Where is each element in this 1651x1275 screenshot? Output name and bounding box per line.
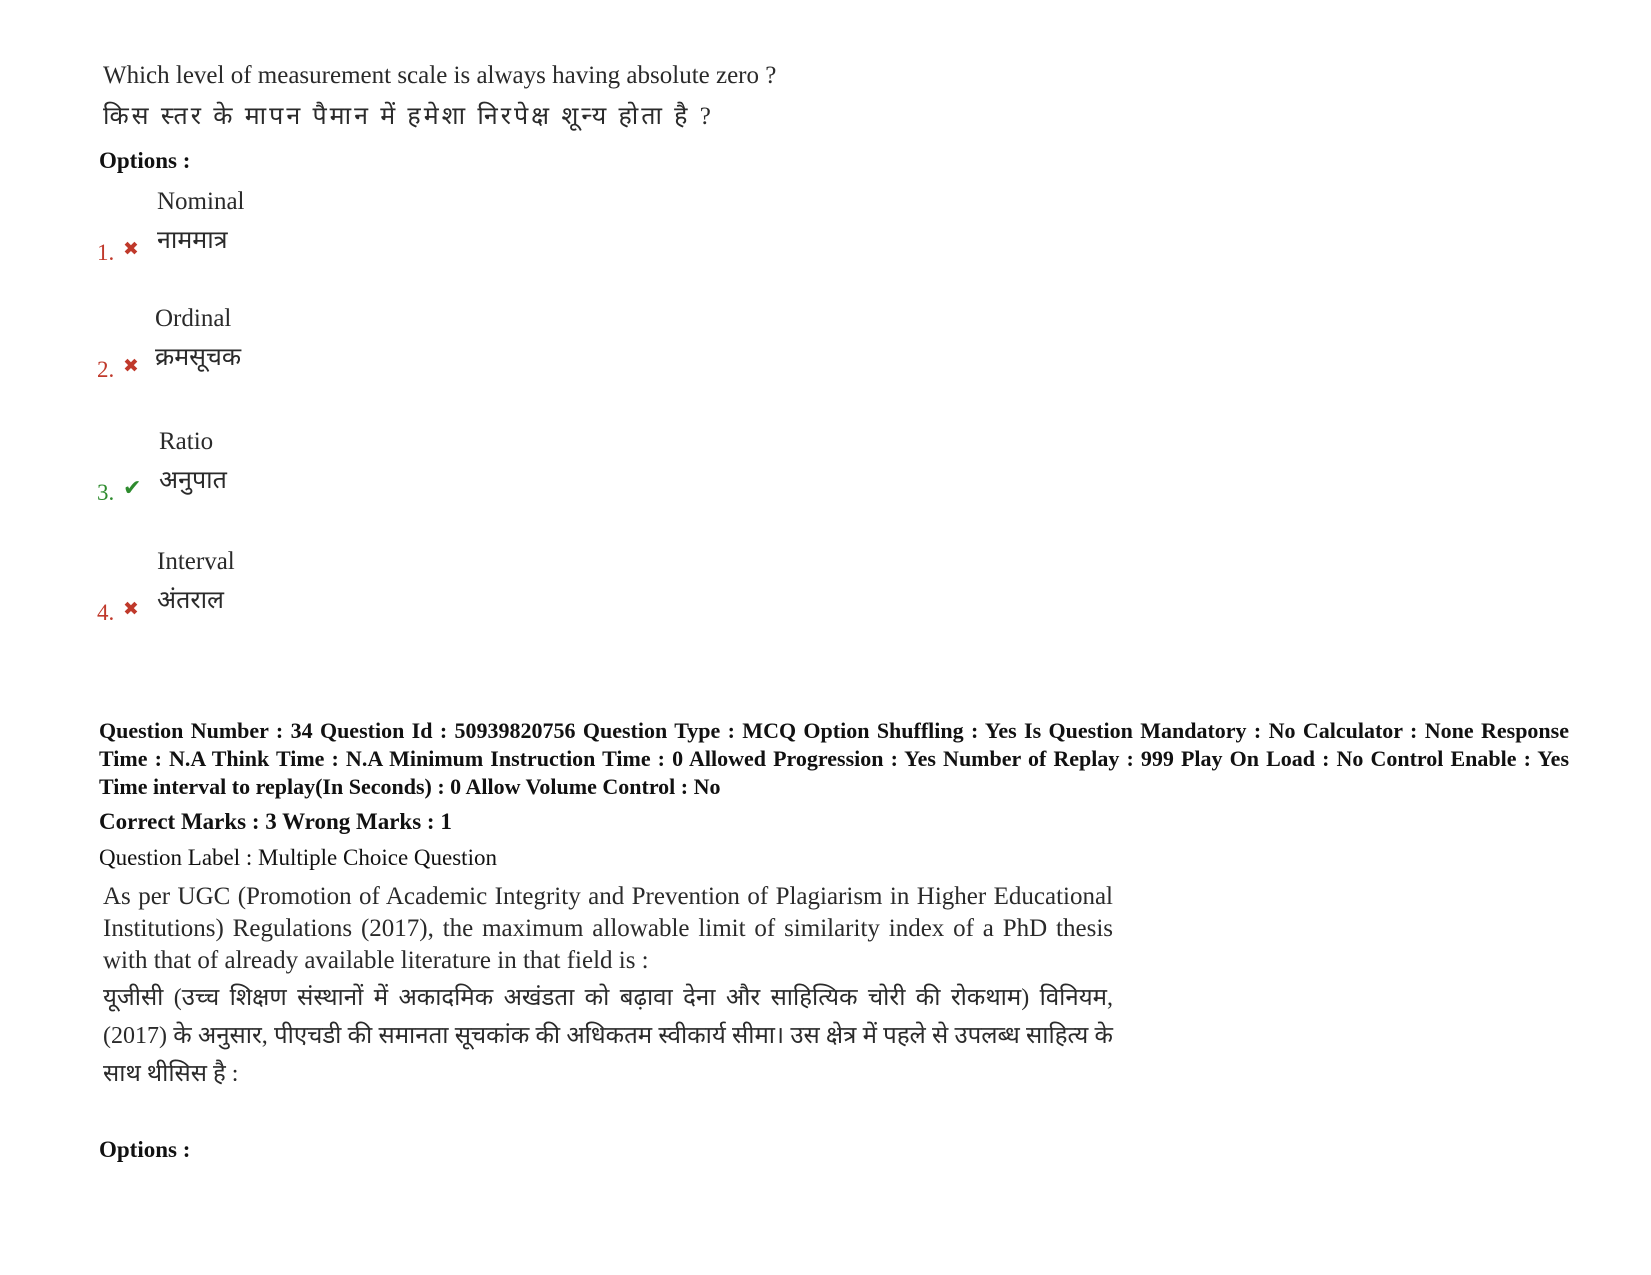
option-2 xyxy=(97,305,497,405)
question-body xyxy=(103,881,1113,1093)
option-text-hindi: अंतराल xyxy=(157,587,225,614)
option-text-hindi: क्रमसूचक xyxy=(155,344,242,371)
check-icon: ✔ xyxy=(123,476,142,501)
question-text-english: Which level of measurement scale is always having absolute zero ? xyxy=(103,62,777,89)
question-metadata: Question Number : 34 Question Id : 50939820756 Question Type : MCQ Option Shuffling : Yes Is Question Mandatory : No Calculator : None Response Time : N.A Think Time : N.A Minimum Instruction Time : 0 Allowed Progression : Yes Number of Replay : 999 Play On Load : No Control Enable : Yes Time interval to replay(In Seconds) : 0 Allow Volume Control : No xyxy=(99,718,1569,799)
question-text-hindi: किस स्तर के मापन पैमान में हमेशा निरपेक्ष शून्य होता है ? xyxy=(103,103,714,130)
option-number: 2. xyxy=(97,357,115,382)
option-text-english: Ordinal xyxy=(155,305,232,332)
option-text-hindi: नाममात्र xyxy=(157,227,228,254)
option-number: 1. xyxy=(97,240,115,265)
options-heading: Options : xyxy=(99,148,191,173)
option-text-english: Interval xyxy=(157,548,235,575)
option-number: 3. xyxy=(97,480,115,505)
option-3 xyxy=(97,428,497,528)
question-label: Question Label : Multiple Choice Question xyxy=(99,845,497,870)
option-text-english: Nominal xyxy=(157,188,245,215)
option-number: 4. xyxy=(97,600,115,625)
cross-icon: ✖ xyxy=(123,355,139,377)
question-text-english: As per UGC (Promotion of Academic Integrity and Prevention of Plagiarism in Higher Educational Institutions) Regulations (2017), the maximum allowable limit of similarity index of a PhD thesis with that of already available literature in that field is : xyxy=(103,883,1113,974)
option-4 xyxy=(97,548,497,648)
question-marks: Correct Marks : 3 Wrong Marks : 1 xyxy=(99,809,452,834)
option-text-english: Ratio xyxy=(159,428,214,455)
question-text-hindi: यूजीसी (उच्च शिक्षण संस्थानों में अकादमिक अखंडता को बढ़ावा देना और साहित्यिक चोरी की रोकथाम) विनियम, (2017) के अनुसार, पीएचडी की समानता सूचकांक की अधिकतम स्वीकार्य सीमा। उस क्षेत्र में पहले से उपलब्ध साहित्य के साथ थीसिस है : xyxy=(103,985,1113,1087)
cross-icon: ✖ xyxy=(123,598,139,620)
option-1 xyxy=(97,188,497,288)
options-heading: Options : xyxy=(99,1137,191,1162)
option-text-hindi: अनुपात xyxy=(159,467,227,494)
cross-icon: ✖ xyxy=(123,238,139,260)
